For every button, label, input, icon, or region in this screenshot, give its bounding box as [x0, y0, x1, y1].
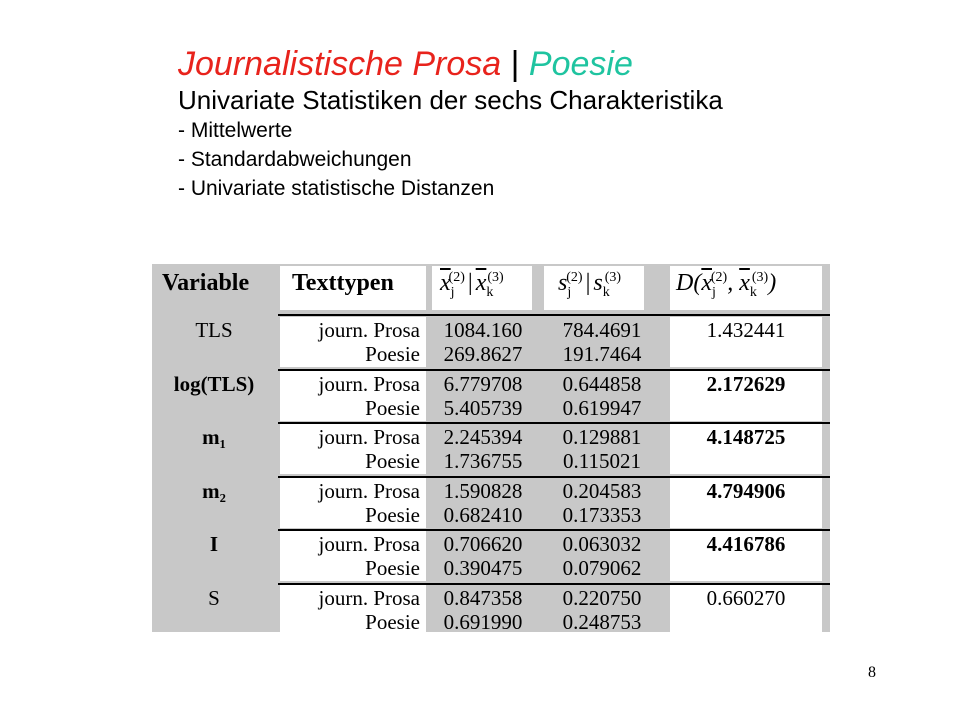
variable-label: log(TLS): [173, 371, 255, 396]
sd-prosa: 784.4691: [562, 318, 642, 342]
mean-poesie: 0.691990: [443, 609, 523, 634]
variable-label: m₂: [202, 478, 226, 503]
sd-poesie: 0.248753: [562, 609, 642, 634]
header-variable: Variable: [162, 270, 250, 296]
mean-poesie: 1.736755: [443, 449, 523, 473]
mean-poesie: 269.8627: [443, 342, 523, 366]
mean-poesie: 0.682410: [443, 502, 523, 527]
page-number: 8: [868, 664, 876, 681]
mean-poesie: 0.390475: [443, 556, 523, 580]
texttype-prosa: journ. Prosa: [318, 425, 420, 449]
texttype-prosa: journ. Prosa: [318, 318, 420, 342]
header-divider: [278, 314, 830, 316]
distance-value: 4.148725: [706, 425, 786, 449]
sd-poesie: 191.7464: [562, 342, 642, 366]
sd-prosa: 0.220750: [562, 585, 642, 610]
sd-poesie: 0.079062: [562, 556, 642, 580]
texttype-poesie: Poesie: [365, 609, 420, 634]
title-journalistische-prosa: Journalistische Prosa: [178, 45, 502, 83]
sd-prosa: 0.644858: [562, 371, 642, 396]
mean-prosa: 1.590828: [443, 478, 523, 503]
variable-label: I: [209, 532, 219, 556]
sd-poesie: 0.173353: [562, 502, 642, 527]
sd-poesie: 0.619947: [562, 395, 642, 420]
header-sd-formula: $s_j^{(2)}$ | $s_k^{(3)}$: [558, 270, 622, 300]
mean-poesie: 5.405739: [443, 395, 523, 420]
mean-prosa: 0.706620: [443, 532, 523, 556]
texttype-poesie: Poesie: [365, 342, 420, 366]
header-texttypen: Texttypen: [292, 270, 394, 296]
texttype-prosa: journ. Prosa: [318, 532, 420, 556]
statistics-table: [152, 264, 830, 632]
bullet-mittelwerte: - Mittelwerte: [178, 119, 293, 142]
variable-label: m₁: [202, 425, 226, 449]
texttype-poesie: Poesie: [365, 449, 420, 473]
distance-value: 2.172629: [706, 371, 786, 396]
sd-prosa: 0.063032: [562, 532, 642, 556]
slide-header: [178, 44, 723, 203]
distance-value: 1.432441: [706, 318, 786, 342]
sd-poesie: 0.115021: [563, 449, 641, 473]
title-poesie: Poesie: [528, 45, 633, 83]
mean-prosa: 6.779708: [443, 371, 523, 396]
mean-prosa: 2.245394: [443, 425, 523, 449]
sd-prosa: 0.204583: [562, 478, 642, 503]
distance-value: 4.416786: [706, 532, 786, 556]
slide-subtitle: Univariate Statistiken der sechs Charakteristika: [178, 85, 723, 115]
texttype-prosa: journ. Prosa: [318, 371, 420, 396]
bullet-distanzen: - Univariate statistische Distanzen: [178, 177, 495, 200]
texttype-poesie: Poesie: [365, 556, 420, 580]
mean-prosa: 0.847358: [443, 585, 523, 610]
title-separator: |: [501, 45, 529, 83]
variable-label: S: [208, 585, 220, 610]
texttype-prosa: journ. Prosa: [318, 478, 420, 503]
distance-value: 0.660270: [706, 585, 786, 610]
bullet-standardabweichungen: - Standardabweichungen: [178, 148, 412, 171]
mean-prosa: 1084.160: [443, 318, 523, 342]
texttype-poesie: Poesie: [365, 502, 420, 527]
distance-value: 4.794906: [706, 478, 786, 503]
header-mean-formula: $\overline{x}_j^{(2)}$ | $\overline{x}_k^{(3)}$: [440, 270, 504, 300]
texttype-poesie: Poesie: [365, 395, 420, 420]
variable-label: TLS: [195, 318, 233, 342]
texttype-prosa: journ. Prosa: [318, 585, 420, 610]
sd-prosa: 0.129881: [562, 425, 642, 449]
header-distance-formula: $D(\overline{x}_j^{(2)}$, $\overline{x}_k^{(3)}$): [676, 270, 777, 300]
slide-title: [178, 44, 723, 84]
